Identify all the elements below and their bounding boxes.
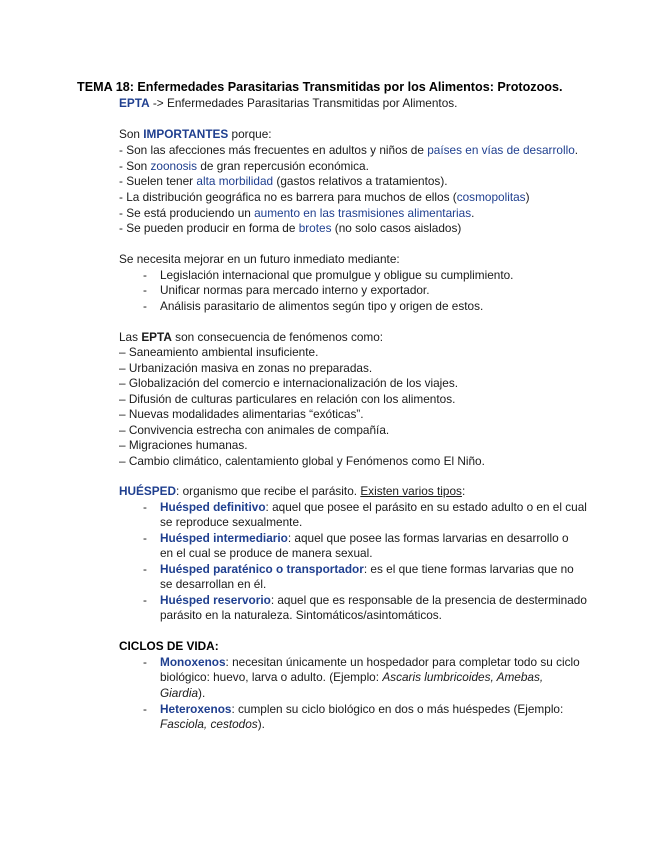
bullet-dash: - [143,655,147,669]
item-text: (gastos relativos a tratamientos). [273,174,448,188]
item-highlight: alta morbilidad [196,174,274,188]
bullet-dash: - [143,268,147,282]
causes-word: EPTA [141,330,172,344]
item-text: - Son [119,159,151,173]
cycle-term: Monoxenos [160,655,226,669]
bullet-dash: - [143,702,147,716]
important-item [119,174,448,189]
host-item-cont: parásito en la naturaleza. Sintomáticos/asintomáticos. [160,608,442,622]
bullet-dash: - [143,593,147,607]
item-highlight: cosmopolitas [456,190,526,204]
cause-item: – Globalización del comercio e internacionalización de los viajes. [119,376,459,390]
item-highlight: brotes [298,221,332,235]
causes-intro [119,330,383,345]
item-text: - Se está produciendo un [119,206,255,220]
cycle-example: Ascaris lumbricoides, Amebas, [382,670,544,684]
host-term: Huésped paraténico o transportador [160,562,364,576]
epta-definition [119,96,457,111]
host-text: : aquel que es responsable de la presencia de desterminado [270,593,587,607]
important-pre: Son [119,127,144,141]
improve-intro: Se necesita mejorar en un futuro inmediato mediante: [119,252,400,266]
cycle-text: biológico: huevo, larva o adulto. (Ejemplo: [160,670,383,684]
host-def: : organismo que recibe el parásito. [176,484,361,498]
cause-item: – Nuevas modalidades alimentarias “exóticas”. [119,407,364,421]
item-text: (no solo casos aislados) [331,221,462,235]
item-text: ) [525,190,530,204]
host-item [160,531,569,546]
cause-item: – Urbanización masiva en zonas no preparadas. [119,361,373,375]
host-colon: : [461,484,466,498]
host-types: Existen varios tipos [360,484,462,498]
cycle-text: ). [257,717,265,731]
cause-item: – Convivencia estrecha con animales de compañía. [119,423,390,437]
host-word: HUÉSPED [119,484,177,498]
host-term: Huésped definitivo [160,500,266,514]
item-text: . [471,206,475,220]
host-item-cont: en el cual se produce de manera sexual. [160,546,373,560]
bullet-dash: - [143,283,147,297]
cycle-item-cont [160,686,205,701]
improve-item: Unificar normas para mercado interno y exportador. [160,283,430,297]
cycle-item-mono [160,655,580,670]
bullet-dash: - [143,500,147,514]
cycle-item-cont [160,670,543,685]
item-text: - Son las afecciones más frecuentes en adultos y niños de [119,143,428,157]
important-word: IMPORTANTES [143,127,229,141]
item-highlight: zoonosis [150,159,198,173]
cycles-heading: CICLOS DE VIDA: [119,639,219,653]
important-heading [119,127,272,142]
bullet-dash: - [143,562,147,576]
host-item-cont: se desarrollan en él. [160,577,267,591]
important-item [119,221,461,236]
causes-post: son consecuencia de fenómenos como: [171,330,384,344]
item-highlight: países en vías de desarrollo [427,143,575,157]
cycle-text: : necesitan únicamente un hospedador para completar todo su ciclo [225,655,580,669]
host-term: Huésped reservorio [160,593,271,607]
cause-item: – Cambio climático, calentamiento global y Fenómenos como El Niño. [119,454,485,468]
bullet-dash: - [143,531,147,545]
item-text: de gran repercusión económica. [197,159,369,173]
cycle-item-cont [160,717,265,732]
host-item [160,593,587,608]
host-item [160,562,574,577]
cause-item: – Difusión de culturas particulares en relación con los alimentos. [119,392,456,406]
important-item [119,190,530,205]
improve-item: Análisis parasitario de alimentos según tipo y origen de estos. [160,299,484,313]
item-highlight: aumento en las trasmisiones alimentarias [254,206,472,220]
host-text: : aquel que posee las formas larvarias en desarrollo o [287,531,569,545]
important-item [119,143,578,158]
important-post: porque: [228,127,272,141]
important-item [119,206,474,221]
host-term: Huésped intermediario [160,531,288,545]
cycle-item-hetero [160,702,563,717]
item-text: - Se pueden producir en forma de [119,221,299,235]
important-item [119,159,369,174]
item-text: . [574,143,579,157]
item-text: - Suelen tener [119,174,197,188]
cycle-example: Fasciola, cestodos [160,717,258,731]
item-text: - La distribución geográfica no es barrera para muchos de ellos ( [119,190,457,204]
host-item-cont: se reproduce sexualmente. [160,515,303,529]
host-text: : es el que tiene formas larvarias que no [363,562,574,576]
epta-term: EPTA [119,96,150,110]
host-item [160,500,587,515]
cycle-term: Heteroxenos [160,702,232,716]
epta-def: -> Enfermedades Parasitarias Transmitidas por Alimentos. [149,96,458,110]
bullet-dash: - [143,299,147,313]
cause-item: – Saneamiento ambiental insuficiente. [119,345,319,359]
cycle-example: Giardia [160,686,199,700]
cycle-text: ). [198,686,206,700]
host-text: : aquel que posee el parásito en su estado adulto o en el cual [265,500,587,514]
cause-item: – Migraciones humanas. [119,438,248,452]
improve-item: Legislación internacional que promulgue y obligue su cumplimiento. [160,268,514,282]
causes-pre: Las [119,330,142,344]
host-heading [119,484,465,499]
cycle-text: : cumplen su ciclo biológico en dos o más huéspedes (Ejemplo: [231,702,564,716]
page-title: TEMA 18: Enfermedades Parasitarias Transmitidas por los Alimentos: Protozoos. [77,80,563,94]
